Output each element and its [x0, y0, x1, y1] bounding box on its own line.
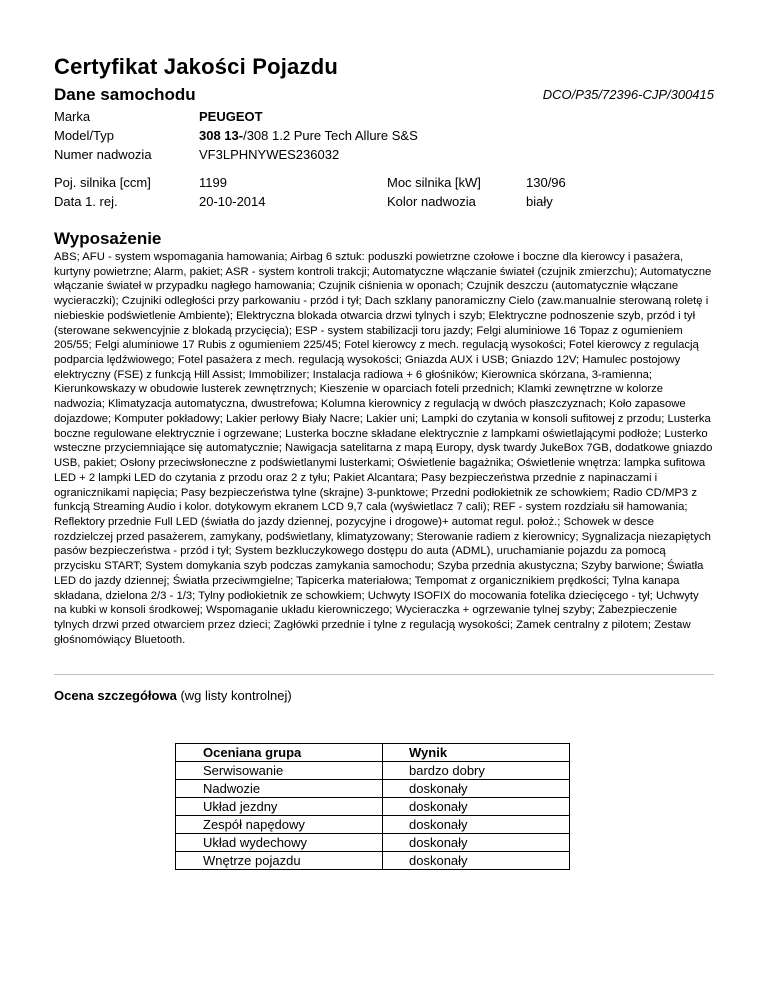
- car-data-heading: Dane samochodu: [54, 85, 196, 104]
- equipment-heading: Wyposażenie: [54, 229, 162, 248]
- group-cell: Układ jezdny: [176, 798, 383, 816]
- body-color-value: biały: [526, 194, 553, 209]
- table-row: [176, 798, 570, 816]
- result-cell: bardzo dobry: [383, 762, 570, 780]
- registration-date-label: Data 1. rej.: [54, 194, 118, 209]
- vin-label: Numer nadwozia: [54, 147, 152, 162]
- group-cell: Wnętrze pojazdu: [176, 852, 383, 870]
- result-cell: doskonały: [383, 798, 570, 816]
- document-title: Certyfikat Jakości Pojazdu: [54, 54, 338, 79]
- table-row: [176, 762, 570, 780]
- vin-value: VF3LPHNYWES236032: [199, 147, 340, 162]
- make-label: Marka: [54, 109, 91, 124]
- document-number: DCO/P35/72396-CJP/300415: [542, 87, 714, 102]
- group-cell: Układ wydechowy: [176, 834, 383, 852]
- result-cell: doskonały: [383, 852, 570, 870]
- model-label: Model/Typ: [54, 128, 114, 143]
- engine-capacity-value: 1199: [199, 175, 227, 190]
- engine-capacity-label: Poj. silnika [ccm]: [54, 175, 151, 190]
- result-cell: doskonały: [383, 834, 570, 852]
- engine-power-label: Moc silnika [kW]: [387, 175, 481, 190]
- group-cell: Nadwozie: [176, 780, 383, 798]
- model-code: 308 13-: [199, 128, 244, 143]
- assessment-heading-note: (wg listy kontrolnej): [176, 688, 292, 703]
- table-row: [176, 852, 570, 870]
- result-cell: doskonały: [383, 816, 570, 834]
- make-value: PEUGEOT: [199, 109, 263, 124]
- table-row: [176, 834, 570, 852]
- model-value: [199, 126, 418, 145]
- assessment-table: [175, 743, 570, 870]
- result-cell: doskonały: [383, 780, 570, 798]
- assessment-heading-bold: Ocena szczegółowa: [54, 688, 177, 703]
- table-row: [176, 816, 570, 834]
- table-row: [176, 780, 570, 798]
- registration-date-value: 20-10-2014: [199, 194, 266, 209]
- divider: [54, 674, 714, 675]
- assessment-heading: [54, 688, 292, 703]
- table-header-row: [176, 744, 570, 762]
- column-header-group: Oceniana grupa: [176, 744, 383, 762]
- engine-power-value: 130/96: [526, 175, 566, 190]
- column-header-result: Wynik: [383, 744, 570, 762]
- body-color-label: Kolor nadwozia: [387, 194, 476, 209]
- equipment-list: ABS; AFU - system wspomagania hamowania; Airbag 6 sztuk: poduszki powietrzne czołowe i boczne dla kierowcy i pasażera, kurtyny powietrzne; Alarm, pakiet; ASR - system kontroli trakcji; Automatyczne włączanie świateł (czujnik zmierzchu); Automatyczne włączanie świateł w przypadku nagłego hamowania; Czujnik ciśnienia w oponach; Czujnik deszczu (automatycznie włączane wycieraczki); Czujniki odległości przy parkowaniu - przód i tył; Dach szklany panoramiczny Cielo (zaw.manualnie sterowaną roletę i niebieskie podświetlenie Ambiente); Elektryczna blokada otwarcia drzwi tylnych i szyb; Elektryczne podnoszenie szyb, przód i tył (sterowane sekwencyjnie z blokadą przycięcia); ESP - system stabilizacji toru jazdy; Felgi aluminiowe 16 Topaz z ogumieniem 205/55; Felgi aluminiowe 17 Rubis z ogumieniem 225/45; Fotel kierowcy z mech. regulacją wysokości; Fotel kierowcy z regulacją podparcia lędźwiowego; Fotel pasażera z mech. regulacją wysokości; Gniazda AUX i USB; Gniazdo 12V; Hamulec postojowy elektryczny (FSE) z funkcją Hill Assist; Immobilizer; Instalacja radiowa + 6 głośników; Kierownica skórzana, 3-ramienna; Kierunkowskazy w obudowie lusterek zewnętrznych; Kieszenie w oparciach foteli przednich; Klamki zewnętrzne w kolorze nadwozia; Klimatyzacja automatyczna, dwustrefowa; Kolumna kierownicy z regulacją w dwóch płaszczyznach; Koło zapasowe dojazdowe; Komputer pokładowy; Lakier perłowy Biały Nacre; Lakier uni; Lampki do czytania w konsoli sufitowej z przodu; Lusterka boczne regulowane elektrycznie i ogrzewane; Lusterka boczne składane elektrycznie z lampkami oświetlającymi podłoże; Lusterko wsteczne przyciemniające się automatycznie; Nawigacja satelitarna z mapą Europy, dysk twardy JukeBox 7GB, dodatkowe gniazdo USB, pakiet; Osłony przeciwsłoneczne z podświetlanymi lusterkami; Oświetlenie bagażnika; Oświetlenie wnętrza: lampka sufitowa LED + 2 lampki LED do czytania z przodu oraz 2 z tyłu; Pakiet Alcantara; Pasy bezpieczeństwa przednie z napinaczami i ogranicznikami napięcia; Pasy bezpieczeństwa tylne (skrajne) 3-punktowe; Przedni podłokietnik ze schowkiem; Radio CD/MP3 z funkcją Streaming Audio i kolor. dotykowym ekranem LCD 9,7 cala (wyświetlacz 7 cali); REF - system rozdziału sił hamowania; Reflektory przednie Full LED (światła do jazdy dziennej, pozycyjne i drogowe)+ automat regul. położ.; Schowek w desce rozdzielczej przed pasażerem, zamykany, podświetlany, klimatyzowany; Sterowanie radiem z kierownicy; Sygnalizacja niezapiętych pasów bezpieczeństwa - przód i tył; System bezkluczykowego dostępu do auta (ADML), uruchamianie pojazdu za pomocą przycisku START; System domykania szyb podczas zamykania samochodu; Szyba przednia akustyczna; Szyby barwione; Światła LED do jazdy dziennej; Światła przeciwmgielne; Tapicerka materiałowa; Tempomat z organicznikiem prędkości; Tylna kanapa składana, dzielona 2/3 - 1/3; Tylny podłokietnik ze schowkiem; Uchwyty ISOFIX do mocowania fotelika dziecięcego - tył; Uchwyty na kubki w konsoli środkowej; Wspomaganie układu kierowniczego; Wycieraczka + ogrzewanie tylnej szyby; Zabezpieczenie tylnych drzwi przed otwarciem przez dzieci; Zagłówki przednie i tylne z regulacją wysokości; Zamek centralny z pilotem; Zestaw głośnomówiący Bluetooth.: [54, 251, 713, 646]
- group-cell: Zespół napędowy: [176, 816, 383, 834]
- group-cell: Serwisowanie: [176, 762, 383, 780]
- model-name: /308 1.2 Pure Tech Allure S&S: [243, 128, 418, 143]
